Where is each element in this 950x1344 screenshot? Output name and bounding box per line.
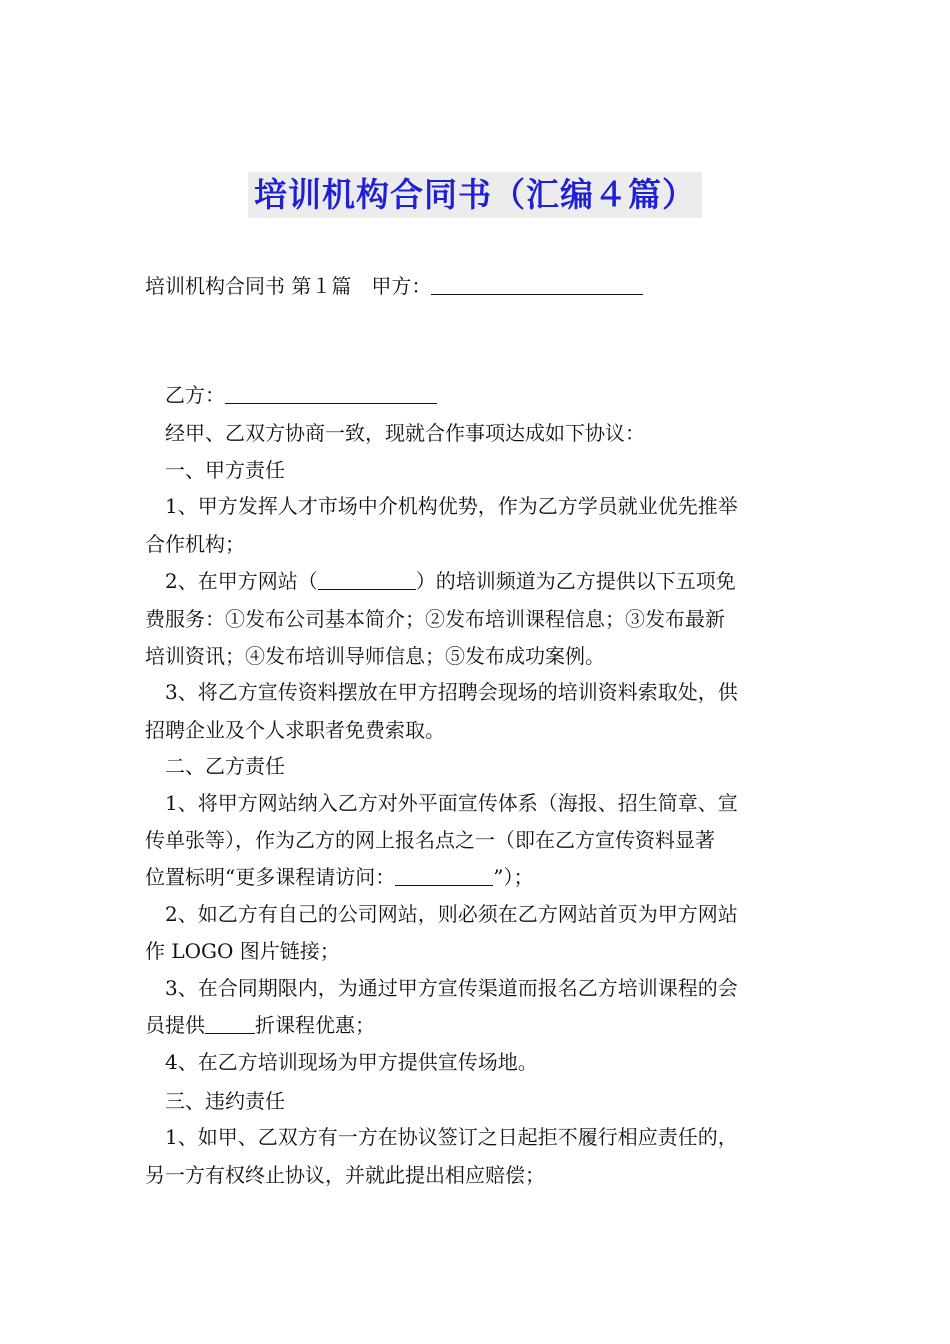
heading-breach: 三、违约责任 bbox=[165, 1089, 285, 1113]
text-a2-end: ）的培训频道为乙方提供以下五项免 bbox=[415, 569, 736, 593]
paragraph-party-a bbox=[145, 268, 815, 304]
text-a2-start: 2、在甲方网站（ bbox=[165, 569, 318, 593]
text-b1-start: 位置标明“更多课程请访问： bbox=[145, 865, 396, 889]
text-party-b: 乙方： bbox=[165, 383, 225, 407]
paragraph-a1-line2: 合作机构； bbox=[145, 532, 245, 556]
blank-visit-url bbox=[395, 863, 493, 886]
blank-party-b bbox=[225, 381, 437, 404]
text-party-a: 培训机构合同书 第１篇 甲方： bbox=[145, 274, 432, 298]
title-container bbox=[0, 172, 950, 218]
paragraph-c1-line2: 另一方有权终止协议，并就此提出相应赔偿； bbox=[145, 1163, 545, 1187]
paragraph-a2-line3: 培训资讯；④发布培训导师信息；⑤发布成功案例。 bbox=[145, 644, 605, 668]
paragraph-b3-line2 bbox=[145, 1007, 815, 1043]
paragraph-a3-line1: 3、将乙方宣传资料摆放在甲方招聘会现场的培训资料索取处，供 bbox=[165, 680, 738, 704]
document-title: 培训机构合同书（汇编４篇） bbox=[248, 172, 702, 218]
heading-party-a-duties: 一、甲方责任 bbox=[165, 458, 285, 482]
paragraph-intro: 经甲、乙双方协商一致，现就合作事项达成如下协议： bbox=[165, 421, 645, 445]
paragraph-b3-line1: 3、在合同期限内，为通过甲方宣传渠道而报名乙方培训课程的会 bbox=[165, 976, 738, 1000]
paragraph-a3-line2: 招聘企业及个人求职者免费索取。 bbox=[145, 718, 445, 742]
text-b1-end: ”）； bbox=[493, 865, 534, 889]
paragraph-b2-line1: 2、如乙方有自己的公司网站，则必须在乙方网站首页为甲方网站 bbox=[165, 902, 738, 926]
blank-party-a bbox=[431, 272, 643, 295]
text-b3-end: 折课程优惠； bbox=[255, 1013, 375, 1037]
paragraph-a1-line1: 1、甲方发挥人才市场中介机构优势，作为乙方学员就业优先推举 bbox=[165, 494, 738, 518]
paragraph-b1-line3 bbox=[145, 859, 815, 895]
paragraph-b2-line2: 作 LOGO 图片链接； bbox=[145, 939, 340, 963]
paragraph-a2-line1 bbox=[165, 563, 835, 599]
heading-party-b-duties: 二、乙方责任 bbox=[165, 754, 285, 778]
paragraph-b1-line2: 传单张等），作为乙方的网上报名点之一（即在乙方宣传资料显著 bbox=[145, 828, 715, 852]
paragraph-b4: 4、在乙方培训现场为甲方提供宣传场地。 bbox=[165, 1050, 538, 1074]
paragraph-party-b bbox=[165, 377, 835, 413]
blank-discount bbox=[205, 1011, 255, 1034]
paragraph-b1-line1: 1、将甲方网站纳入乙方对外平面宣传体系（海报、招生简章、宣 bbox=[165, 791, 738, 815]
text-b3-start: 员提供 bbox=[145, 1013, 205, 1037]
paragraph-c1-line1: 1、如甲、乙双方有一方在协议签订之日起拒不履行相应责任的， bbox=[165, 1125, 738, 1149]
paragraph-a2-line2: 费服务：①发布公司基本简介；②发布培训课程信息；③发布最新 bbox=[145, 607, 725, 631]
blank-website bbox=[318, 567, 416, 590]
